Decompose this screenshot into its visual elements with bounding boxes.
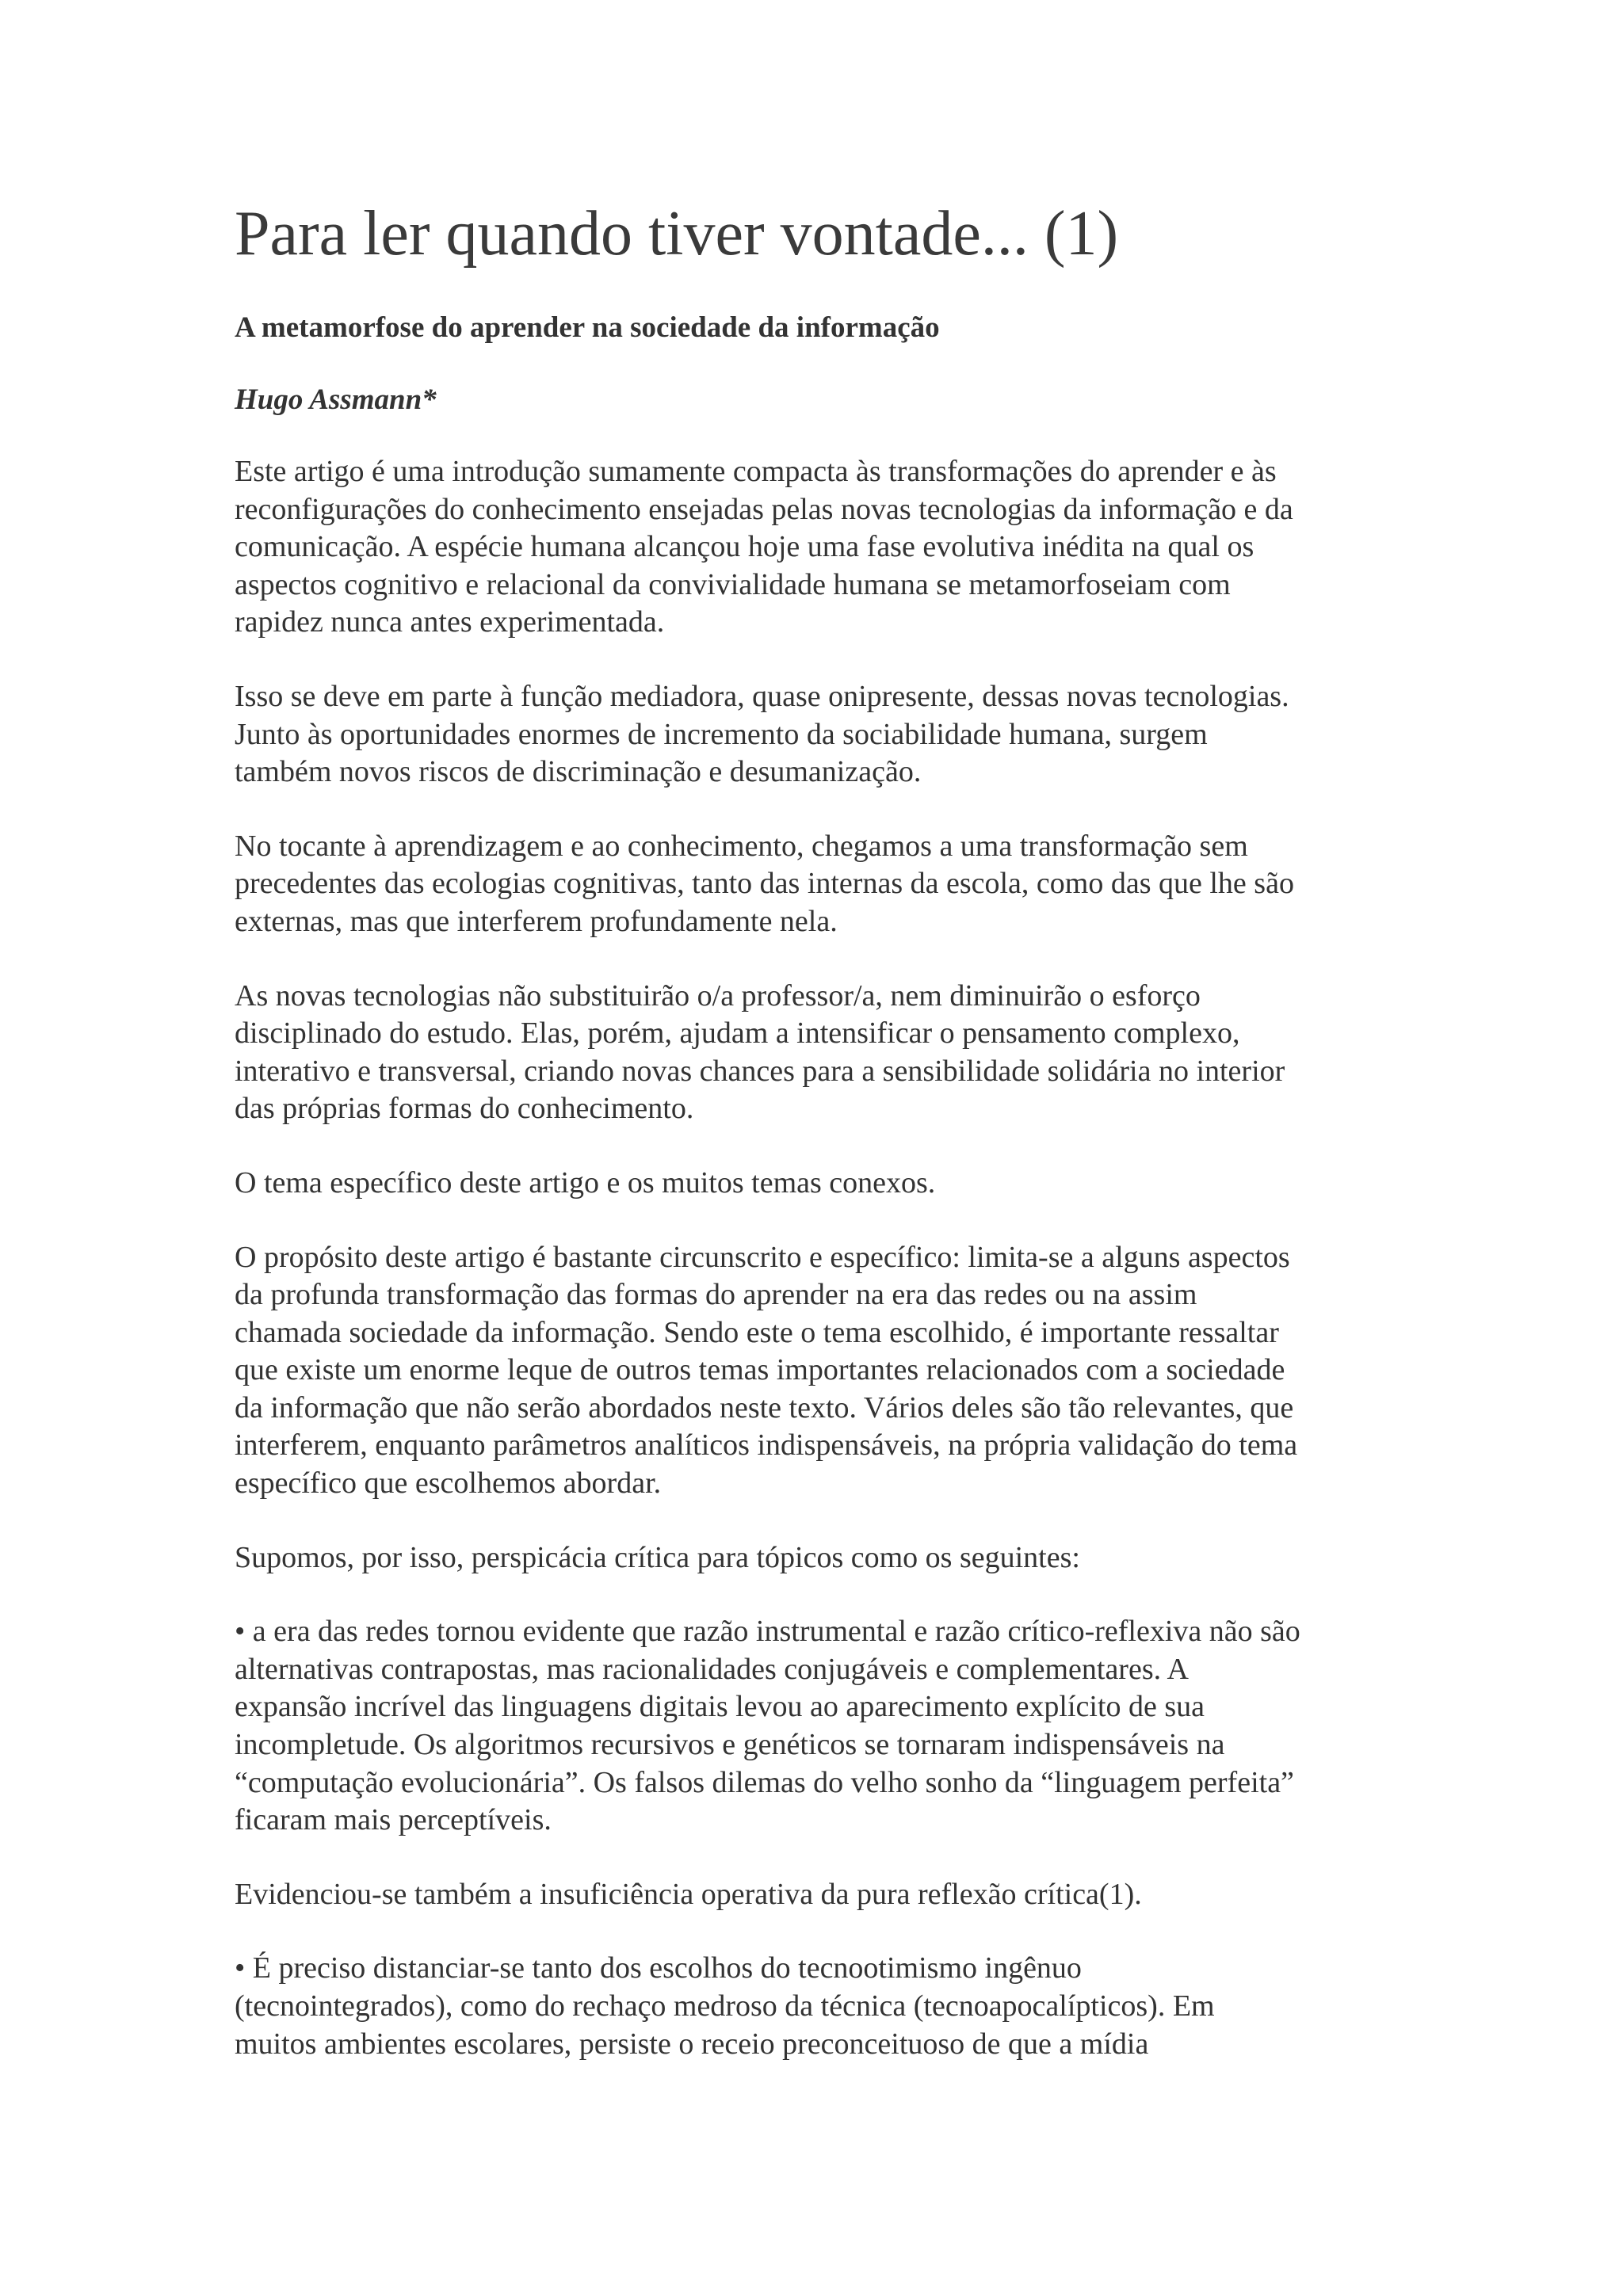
paragraph-line: específico que escolhemos abordar. bbox=[235, 1466, 662, 1501]
paragraph-line: rapidez nunca antes experimentada. bbox=[235, 605, 665, 639]
paragraph-line: interativo e transversal, criando novas chances para a sensibilidade solidária no interior bbox=[235, 1054, 1285, 1088]
paragraph bbox=[235, 453, 1400, 642]
paragraph-line: (tecnointegrados), como do rechaço medroso da técnica (tecnoapocalípticos). Em bbox=[235, 1989, 1215, 2023]
author-name: Hugo Assmann* bbox=[235, 383, 437, 416]
paragraph-line: precedentes das ecologias cognitivas, tanto das internas da escola, como das que lhe são bbox=[235, 867, 1294, 901]
paragraph-line: O tema específico deste artigo e os muitos temas conexos. bbox=[235, 1165, 936, 1199]
paragraph-line: da profunda transformação das formas do aprender na era das redes ou na assim bbox=[235, 1278, 1197, 1312]
paragraph-line: • a era das redes tornou evidente que razão instrumental e razão crítico-reflexiva não são bbox=[235, 1615, 1300, 1649]
paragraph-line: alternativas contrapostas, mas racionalidades conjugáveis e complementares. A bbox=[235, 1652, 1189, 1686]
paragraph bbox=[235, 678, 1400, 791]
paragraph bbox=[235, 1165, 1400, 1203]
paragraph bbox=[235, 1239, 1400, 1503]
paragraph bbox=[235, 1950, 1400, 2063]
paragraph bbox=[235, 1613, 1400, 1840]
paragraph-line: reconfigurações do conhecimento ensejadas pelas novas tecnologias da informação e da bbox=[235, 492, 1293, 526]
paragraph-line: comunicação. A espécie humana alcançou hoje uma fase evolutiva inédita na qual os bbox=[235, 530, 1254, 564]
paragraph-line: incompletude. Os algoritmos recursivos e genéticos se tornaram indispensáveis na bbox=[235, 1728, 1225, 1762]
document-page bbox=[235, 190, 1400, 2100]
paragraph bbox=[235, 828, 1400, 941]
paragraph-line: • É preciso distanciar-se tanto dos escolhos do tecnootimismo ingênuo bbox=[235, 1951, 1082, 1985]
paragraph-line: Evidenciou-se também a insuficiência operativa da pura reflexão crítica(1). bbox=[235, 1877, 1142, 1911]
paragraph-line: As novas tecnologias não substituirão o/a professor/a, nem diminuirão o esforço bbox=[235, 978, 1201, 1013]
paragraph-line: muitos ambientes escolares, persiste o receio preconceituoso de que a mídia bbox=[235, 2027, 1149, 2061]
paragraph-line: aspectos cognitivo e relacional da convivialidade humana se metamorfoseiam com bbox=[235, 567, 1231, 601]
paragraph bbox=[235, 1876, 1400, 1914]
paragraph-line: Isso se deve em parte à função mediadora, quase onipresente, dessas novas tecnologias. bbox=[235, 679, 1289, 713]
paragraph-line: Junto às oportunidades enormes de incremento da sociabilidade humana, surgem bbox=[235, 717, 1208, 751]
paragraph-line: Supomos, por isso, perspicácia crítica para tópicos como os seguintes: bbox=[235, 1540, 1080, 1574]
paragraph-line: disciplinado do estudo. Elas, porém, ajudam a intensificar o pensamento complexo, bbox=[235, 1016, 1240, 1051]
document-title: Para ler quando tiver vontade... (1) bbox=[235, 199, 1119, 269]
paragraph-line: expansão incrível das linguagens digitais levou ao aparecimento explícito de sua bbox=[235, 1690, 1205, 1724]
paragraph-line: externas, mas que interferem profundamente nela. bbox=[235, 904, 838, 938]
paragraph-line: interferem, enquanto parâmetros analíticos indispensáveis, na própria validação do tema bbox=[235, 1428, 1298, 1463]
paragraph bbox=[235, 978, 1400, 1128]
paragraph-line: Este artigo é uma introdução sumamente compacta às transformações do aprender e às bbox=[235, 455, 1277, 488]
paragraph-line: também novos riscos de discriminação e desumanização. bbox=[235, 755, 922, 789]
article-body bbox=[235, 453, 1400, 2063]
paragraph-line: “computação evolucionária”. Os falsos dilemas do velho sonho da “linguagem perfeita” bbox=[235, 1765, 1294, 1799]
paragraph bbox=[235, 1539, 1400, 1577]
paragraph-line: No tocante à aprendizagem e ao conhecimento, chegamos a uma transformação sem bbox=[235, 829, 1248, 863]
paragraph-line: da informação que não serão abordados neste texto. Vários deles são tão relevantes, que bbox=[235, 1390, 1294, 1425]
document-subtitle: A metamorfose do aprender na sociedade da informação bbox=[235, 311, 940, 344]
paragraph-line: que existe um enorme leque de outros temas importantes relacionados com a sociedade bbox=[235, 1353, 1285, 1387]
paragraph-line: chamada sociedade da informação. Sendo este o tema escolhido, é importante ressaltar bbox=[235, 1315, 1279, 1349]
paragraph-line: das próprias formas do conhecimento. bbox=[235, 1092, 694, 1126]
paragraph-line: O propósito deste artigo é bastante circunscrito e específico: limita-se a alguns aspectos bbox=[235, 1240, 1290, 1274]
paragraph-line: ficaram mais perceptíveis. bbox=[235, 1803, 552, 1837]
